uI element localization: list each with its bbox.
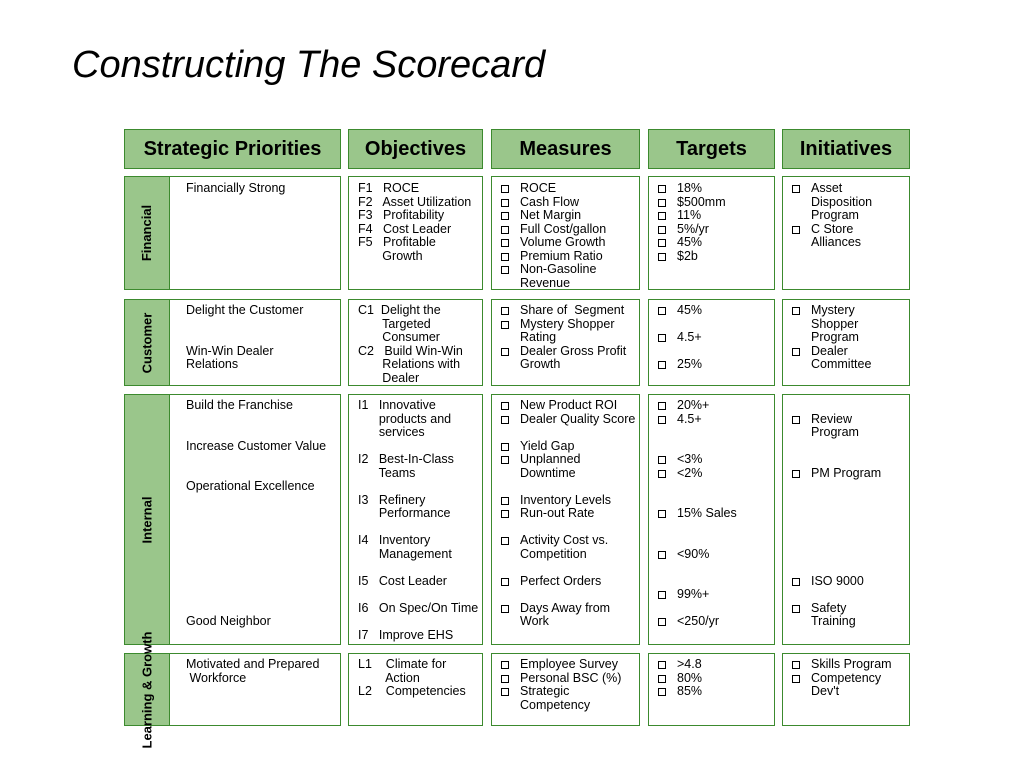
checkbox-icon — [792, 348, 800, 356]
measure-text: Share of Segment — [520, 303, 625, 317]
measure-text: Run-out Rate — [520, 506, 595, 520]
checkbox-icon — [501, 605, 509, 613]
checkbox-icon — [792, 578, 800, 586]
measure-text: Dealer Quality Score — [520, 411, 636, 426]
objective-text: I5 Cost Leader — [358, 573, 447, 588]
checkbox-icon — [792, 416, 800, 424]
checkbox-icon — [792, 185, 800, 193]
checkbox-icon — [792, 675, 800, 683]
perspective-label-text: Financial — [139, 204, 155, 262]
measure-text: Volume Growth — [520, 235, 606, 249]
target-text: 80% — [677, 670, 703, 685]
measure-text: Strategic Competency — [520, 684, 591, 712]
financial-target-cell — [648, 176, 775, 290]
column-header-objective: Objectives — [348, 129, 483, 169]
checkbox-icon — [501, 199, 509, 207]
checkbox-icon — [658, 334, 666, 342]
column-header-initiative: Initiatives — [782, 129, 910, 169]
checkbox-icon — [501, 661, 509, 669]
priority-text: Build the Franchise — [186, 398, 294, 412]
checkbox-icon — [501, 253, 509, 261]
checkbox-icon — [658, 510, 666, 518]
checkbox-icon — [501, 266, 509, 274]
checkbox-icon — [792, 470, 800, 478]
objective-text: F1 ROCE — [358, 181, 420, 195]
priority-text: Operational Excellence — [186, 479, 315, 493]
checkbox-icon — [501, 185, 509, 193]
target-text: <2% — [677, 465, 703, 480]
column-header-measure: Measures — [491, 129, 640, 169]
checkbox-icon — [501, 456, 509, 464]
measure-text: ROCE — [520, 181, 557, 195]
target-text: 20%+ — [677, 398, 710, 412]
target-text: <250/yr — [677, 614, 720, 628]
target-text: <90% — [677, 546, 710, 561]
target-text: 45% — [677, 235, 703, 249]
initiative-text: Competency Dev't — [811, 670, 882, 698]
target-text: >4.8 — [677, 657, 702, 671]
perspective-label-learning-growth — [124, 631, 170, 748]
checkbox-icon — [501, 226, 509, 234]
objective-text: I6 On Spec/On Time — [358, 600, 479, 615]
checkbox-icon — [658, 253, 666, 261]
perspective-label-text: Learning & Growth — [139, 631, 154, 748]
checkbox-icon — [501, 402, 509, 410]
target-text: 4.5+ — [677, 411, 702, 426]
initiative-text: PM Program — [811, 465, 882, 480]
measure-text: New Product ROI — [520, 398, 618, 412]
checkbox-icon — [658, 361, 666, 369]
perspective-label-financial — [124, 176, 170, 290]
checkbox-icon — [501, 688, 509, 696]
checkbox-icon — [658, 661, 666, 669]
checkbox-icon — [658, 591, 666, 599]
checkbox-icon — [658, 185, 666, 193]
initiative-text: Review Program — [811, 411, 859, 439]
target-text: 45% — [677, 303, 703, 317]
checkbox-icon — [658, 456, 666, 464]
checkbox-icon — [658, 470, 666, 478]
checkbox-icon — [792, 605, 800, 613]
target-text: 18% — [677, 181, 703, 195]
measure-text: Personal BSC (%) — [520, 670, 622, 685]
initiative-text: C Store Alliances — [811, 221, 862, 249]
measure-text: Full Cost/gallon — [520, 221, 607, 236]
measure-text: Unplanned Downtime — [520, 452, 581, 480]
target-text: $2b — [677, 248, 698, 263]
initiative-text: Skills Program — [811, 657, 892, 671]
objective-text: F2 Asset Utilization — [358, 194, 472, 209]
initiative-text: ISO 9000 — [811, 573, 864, 588]
measure-text: Inventory Levels — [520, 492, 612, 507]
priority-text: Win-Win Dealer Relations — [186, 343, 274, 371]
initiative-text: Asset Disposition Program — [811, 181, 873, 222]
checkbox-icon — [658, 618, 666, 626]
column-header-target: Targets — [648, 129, 775, 169]
objective-text: C2 Build Win-Win Relations with Dealer — [358, 343, 463, 385]
slide-title: Constructing The Scorecard — [72, 44, 546, 86]
measure-text: Perfect Orders — [520, 573, 602, 588]
measure-text: Days Away from Work — [520, 600, 611, 628]
priority-text: Increase Customer Value — [186, 438, 327, 453]
perspective-label-text: Customer — [139, 312, 154, 373]
target-text: 11% — [677, 208, 702, 222]
target-text: 15% Sales — [677, 506, 737, 520]
objective-text: C1 Delight the Targeted Consumer — [358, 303, 441, 344]
checkbox-icon — [501, 497, 509, 505]
measure-text: Non-Gasoline Revenue — [520, 262, 597, 290]
initiative-text: Dealer Committee — [811, 343, 872, 371]
priority-text: Good Neighbor — [186, 614, 271, 628]
checkbox-icon — [658, 416, 666, 424]
perspective-label-customer — [124, 299, 170, 386]
checkbox-icon — [501, 416, 509, 424]
checkbox-icon — [658, 239, 666, 247]
priority-text: Financially Strong — [186, 181, 286, 195]
measure-text: Dealer Gross Profit Growth — [520, 343, 627, 371]
target-text: 5%/yr — [677, 221, 709, 236]
checkbox-icon — [501, 578, 509, 586]
checkbox-icon — [501, 537, 509, 545]
customer-target-cell — [648, 299, 775, 386]
checkbox-icon — [501, 212, 509, 220]
priority-text: Motivated and Prepared Workforce — [186, 657, 320, 685]
measure-text: Yield Gap — [520, 438, 575, 453]
checkbox-icon — [658, 307, 666, 315]
checkbox-icon — [658, 199, 666, 207]
measure-text: Cash Flow — [520, 194, 580, 209]
checkbox-icon — [792, 307, 800, 315]
checkbox-icon — [501, 307, 509, 315]
column-header-priority: Strategic Priorities — [124, 129, 341, 169]
target-text: 25% — [677, 357, 703, 371]
objective-text: F5 Profitable Growth — [358, 235, 436, 263]
objective-text: I3 Refinery Performance — [358, 492, 451, 520]
target-text: 99%+ — [677, 587, 710, 601]
objective-text: F4 Cost Leader — [358, 221, 452, 236]
measure-text: Activity Cost vs. Competition — [520, 533, 609, 561]
perspective-label-internal — [124, 394, 170, 645]
checkbox-icon — [658, 402, 666, 410]
objective-text: L2 Competencies — [358, 684, 466, 698]
target-text: <3% — [677, 452, 703, 466]
priority-text: Delight the Customer — [186, 303, 304, 317]
target-text: $500mm — [677, 194, 726, 209]
checkbox-icon — [501, 443, 509, 451]
objective-text: I4 Inventory Management — [358, 533, 452, 561]
checkbox-icon — [658, 212, 666, 220]
checkbox-icon — [501, 321, 509, 329]
objective-text: L1 Climate for Action — [358, 657, 447, 685]
checkbox-icon — [658, 226, 666, 234]
target-text: 85% — [677, 684, 703, 698]
checkbox-icon — [792, 661, 800, 669]
checkbox-icon — [658, 688, 666, 696]
initiative-text: Mystery Shopper Program — [811, 303, 859, 344]
measure-text: Mystery Shopper Rating — [520, 316, 615, 344]
measure-text: Net Margin — [520, 208, 582, 222]
perspective-label-text: Internal — [139, 496, 154, 543]
measure-text: Premium Ratio — [520, 248, 603, 263]
objective-text: I7 Improve EHS — [358, 627, 454, 642]
checkbox-icon — [658, 551, 666, 559]
checkbox-icon — [501, 348, 509, 356]
objective-text: F3 Profitability — [358, 208, 445, 222]
objective-text: I2 Best-In-Class Teams — [358, 452, 454, 480]
learning-growth-target-cell — [648, 653, 775, 726]
checkbox-icon — [501, 239, 509, 247]
initiative-text: Safety Training — [811, 600, 856, 628]
measure-text: Employee Survey — [520, 657, 618, 671]
checkbox-icon — [501, 510, 509, 518]
checkbox-icon — [658, 675, 666, 683]
target-text: 4.5+ — [677, 330, 702, 344]
checkbox-icon — [501, 675, 509, 683]
checkbox-icon — [792, 226, 800, 234]
objective-text: I1 Innovative products and services — [358, 398, 452, 439]
